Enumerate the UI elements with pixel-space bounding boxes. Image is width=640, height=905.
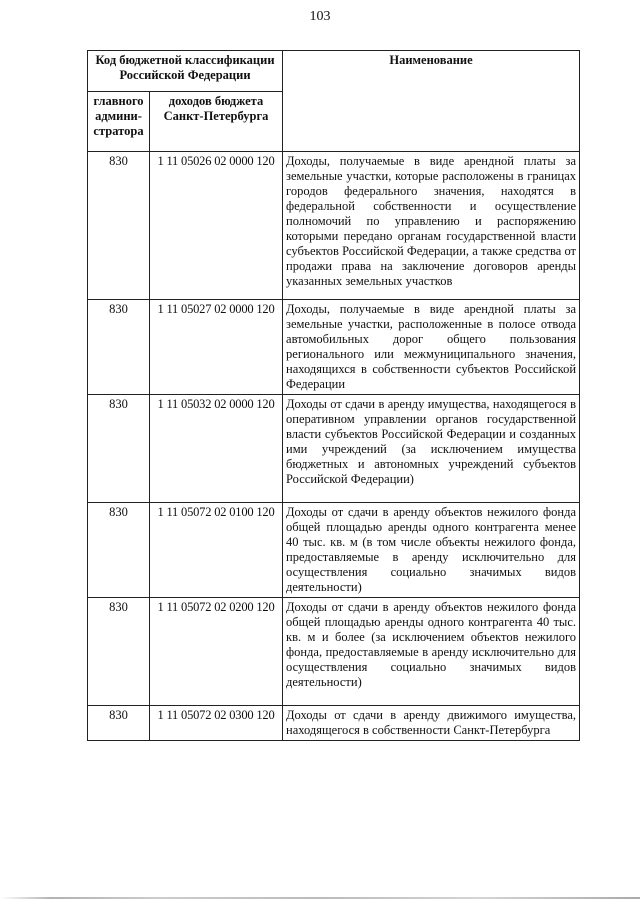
income-code-cell: 1 11 05072 02 0300 120 (150, 706, 283, 741)
admin-code-cell: 830 (88, 706, 150, 741)
admin-code-cell: 830 (88, 300, 150, 395)
income-code-cell: 1 11 05027 02 0000 120 (150, 300, 283, 395)
income-name-cell: Доходы, получаемые в виде арендной платы за земельные участки, которые расположены в границах городов федерального значения, находятся в федеральной собственности и осуществление полномочий по управлению и распоряжению которыми передано органам государственной власти субъектов Российской Федерации, а также средства от продажи права на заключение договоров аренды указанных земельных участков (283, 152, 580, 300)
admin-code-cell: 830 (88, 598, 150, 706)
header-admin: главного админи-стратора (88, 92, 150, 152)
admin-code-cell: 830 (88, 395, 150, 503)
income-code-cell: 1 11 05032 02 0000 120 (150, 395, 283, 503)
table-row (88, 503, 580, 598)
table-header-row (88, 51, 580, 92)
scan-edge-line (0, 897, 640, 899)
table-row (88, 152, 580, 300)
income-code-cell: 1 11 05026 02 0000 120 (150, 152, 283, 300)
header-income: доходов бюджета Санкт-Петербурга (150, 92, 283, 152)
budget-classification-table (87, 50, 580, 741)
admin-code-cell: 830 (88, 503, 150, 598)
header-name: Наименование (283, 51, 580, 152)
income-name-cell: Доходы, получаемые в виде арендной платы за земельные участки, расположенные в полосе отвода автомобильных дорог общего пользования регионального или межмуниципального значения, находящихся в собственности субъектов Российской Федерации (283, 300, 580, 395)
income-name-cell: Доходы от сдачи в аренду объектов нежилого фонда общей площадью аренды одного контрагента 40 тыс. кв. м и более (за исключением объектов нежилого фонда, предоставляемые в аренду исключительно для осуществления социально значимых видов деятельности) (283, 598, 580, 706)
table-row (88, 395, 580, 503)
table-row (88, 300, 580, 395)
income-code-cell: 1 11 05072 02 0100 120 (150, 503, 283, 598)
income-name-cell: Доходы от сдачи в аренду объектов нежилого фонда общей площадью аренды одного контрагента менее 40 тыс. кв. м (в том числе объекты нежилого фонда, предоставляемые в аренду исключительно для осуществления социально значимых видов деятельности) (283, 503, 580, 598)
header-code-group: Код бюджетной классификации Российской Федерации (88, 51, 283, 92)
income-name-cell: Доходы от сдачи в аренду движимого имущества, находящегося в собственности Санкт-Петербурга (283, 706, 580, 741)
page-number: 103 (309, 9, 331, 24)
income-name-cell: Доходы от сдачи в аренду имущества, находящегося в оперативном управлении органов государственной власти субъектов Российской Федерации и созданных ими учреждений (за исключением имущества бюджетных и автономных учреждений субъектов Российской Федерации) (283, 395, 580, 503)
table-row (88, 706, 580, 741)
table-row (88, 598, 580, 706)
income-code-cell: 1 11 05072 02 0200 120 (150, 598, 283, 706)
admin-code-cell: 830 (88, 152, 150, 300)
